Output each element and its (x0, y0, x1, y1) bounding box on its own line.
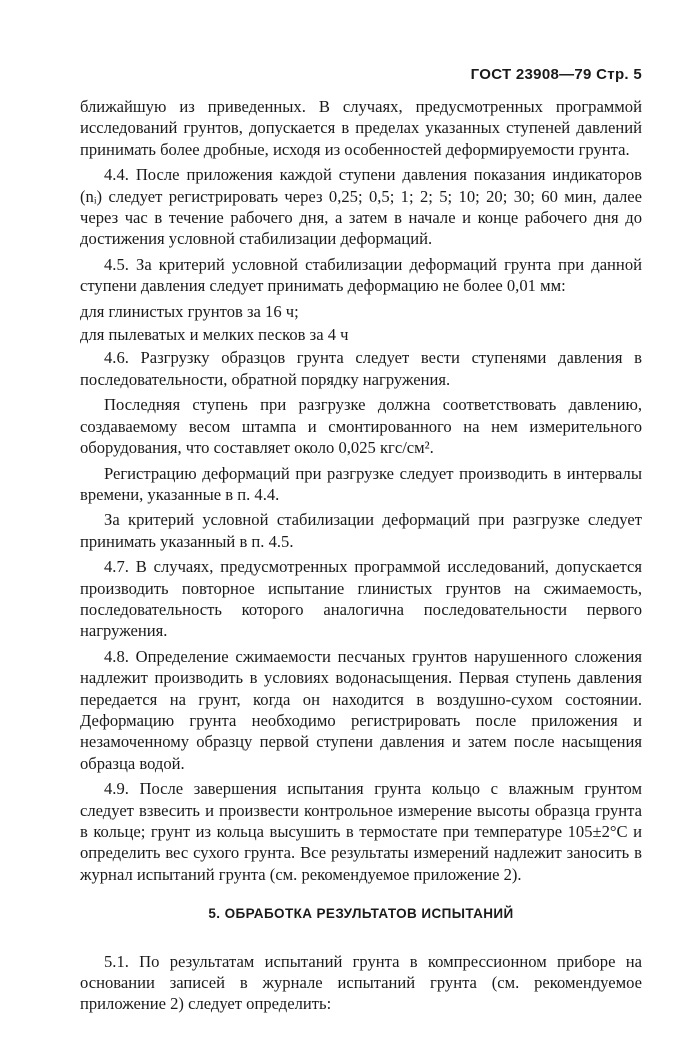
paragraph-4-4: 4.4. После приложения каждой ступени давления показания индикаторов (nᵢ) следует регистрировать через 0,25; 0,5; 1; 2; 5; 10; 20; 30; 60 мин, далее через час в течение рабочего дня, а затем в начале и конце рабочего дня до достижения условной стабилизации деформаций. (80, 165, 642, 249)
paragraph-last-step: Последняя ступень при разгрузке должна соответствовать давлению, создаваемому весом штампа и смонтированного на нем измерительного оборудования, что составляет около 0,025 кгс/см². (80, 395, 642, 458)
section-heading: 5. ОБРАБОТКА РЕЗУЛЬТАТОВ ИСПЫТАНИЙ (208, 906, 514, 922)
paragraph-criterion: За критерий условной стабилизации деформаций при разгрузке следует принимать указанный в п. 4.5. (80, 510, 642, 551)
list-item-clay: для глинистых грунтов за 16 ч; (80, 301, 299, 321)
paragraph-4-9: 4.9. После завершения испытания грунта кольцо с влажным грунтом следует взвесить и произвести контрольное измерение высоты образца грунта в кольце; грунт из кольца высушить в термостате при температуре 105±2°C и определить вес сухого грунта. Все результаты измерений надлежит заносить в журнал испытаний грунта (см. рекомендуемое приложение 2). (80, 779, 642, 884)
paragraph-continuation: ближайшую из приведенных. В случаях, предусмотренных программой исследований грунтов, допускается в пределах указанных ступеней давлений принимать более дробные, исходя из особенностей деформируемости грунта. (80, 97, 642, 159)
paragraph-5-1: 5.1. По результатам испытаний грунта в компрессионном приборе на основании записей в журнале испытаний грунта (см. рекомендуемое приложение 2) следует определить: (80, 951, 642, 1014)
list-item-sand: для пылеватых и мелких песков за 4 ч (80, 325, 349, 345)
page-header: ГОСТ 23908—79 Стр. 5 (470, 66, 642, 83)
paragraph-4-8: 4.8. Определение сжимаемости песчаных грунтов нарушенного сложения надлежит производить в условиях водонасыщения. Первая ступень давления передается на грунт, когда он находится в воздушно-сухом состоянии. Деформацию грунта необходимо регистрировать после приложения и незамоченному образцу первой ступени давления и затем после насыщения образца водой. (80, 646, 642, 773)
paragraph-4-7: 4.7. В случаях, предусмотренных программой исследований, допускается производить повторное испытание глинистых грунтов на сжимаемость, последовательность которого аналогична последовательности первого нагружения. (80, 557, 642, 641)
document-body (80, 96, 642, 1015)
paragraph-4-5: 4.5. За критерий условной стабилизации деформаций грунта при данной ступени давления следует принимать деформацию не более 0,01 мм: (80, 254, 642, 296)
paragraph-4-6: 4.6. Разгрузку образцов грунта следует вести ступенями давления в последовательности, обратной порядку нагружения. (80, 348, 642, 389)
paragraph-registration: Регистрацию деформаций при разгрузке следует производить в интервалы времени, указанные в п. 4.4. (80, 463, 642, 504)
document-page (80, 66, 642, 1019)
